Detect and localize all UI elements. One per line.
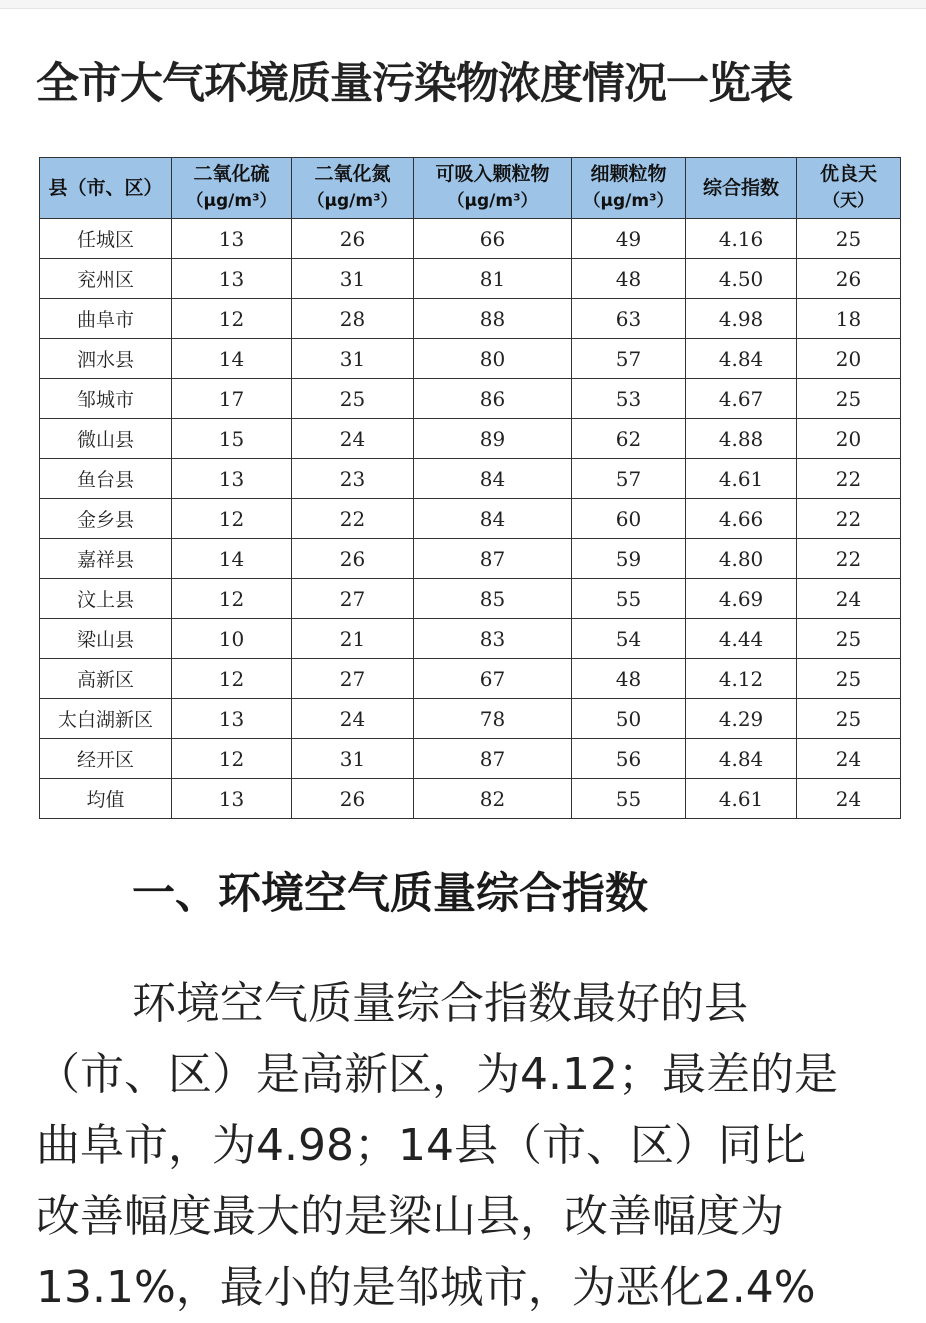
body-paragraph bbox=[36, 968, 916, 1323]
value-cell: 4.80 bbox=[686, 539, 797, 579]
table-row bbox=[40, 539, 901, 579]
value-cell: 4.69 bbox=[686, 579, 797, 619]
value-cell: 12 bbox=[172, 499, 292, 539]
value-cell: 24 bbox=[292, 419, 414, 459]
value-cell: 26 bbox=[292, 219, 414, 259]
value-cell: 13 bbox=[172, 699, 292, 739]
county-name-cell: 曲阜市 bbox=[40, 299, 172, 339]
table-row bbox=[40, 419, 901, 459]
value-cell: 4.61 bbox=[686, 459, 797, 499]
value-cell: 4.44 bbox=[686, 619, 797, 659]
county-name-cell: 梁山县 bbox=[40, 619, 172, 659]
value-cell: 4.29 bbox=[686, 699, 797, 739]
value-cell: 57 bbox=[572, 339, 686, 379]
table-header bbox=[40, 158, 901, 219]
table-row bbox=[40, 579, 901, 619]
table-body bbox=[40, 219, 901, 819]
table-row bbox=[40, 459, 901, 499]
value-cell: 49 bbox=[572, 219, 686, 259]
value-cell: 4.66 bbox=[686, 499, 797, 539]
county-name-cell: 金乡县 bbox=[40, 499, 172, 539]
table-row bbox=[40, 259, 901, 299]
column-header-unit: （天） bbox=[823, 191, 874, 211]
value-cell: 24 bbox=[797, 779, 901, 819]
value-cell: 66 bbox=[414, 219, 572, 259]
value-cell: 14 bbox=[172, 339, 292, 379]
value-cell: 63 bbox=[572, 299, 686, 339]
value-cell: 25 bbox=[797, 699, 901, 739]
paragraph-line: （市、区）是高新区，为4.12；最差的是 bbox=[36, 1049, 838, 1100]
table-row bbox=[40, 299, 901, 339]
column-header-unit: （μg/m³） bbox=[583, 191, 674, 211]
value-cell: 89 bbox=[414, 419, 572, 459]
value-cell: 22 bbox=[797, 499, 901, 539]
value-cell: 13 bbox=[172, 259, 292, 299]
table-row bbox=[40, 779, 901, 819]
value-cell: 48 bbox=[572, 259, 686, 299]
column-header-unit: （μg/m³） bbox=[186, 191, 277, 211]
county-name-cell: 兖州区 bbox=[40, 259, 172, 299]
column-header bbox=[572, 158, 686, 219]
county-name-cell: 高新区 bbox=[40, 659, 172, 699]
value-cell: 17 bbox=[172, 379, 292, 419]
section-heading: 一、环境空气质量综合指数 bbox=[132, 869, 648, 919]
value-cell: 12 bbox=[172, 739, 292, 779]
value-cell: 23 bbox=[292, 459, 414, 499]
column-header bbox=[292, 158, 414, 219]
value-cell: 31 bbox=[292, 259, 414, 299]
page-title: 全市大气环境质量污染物浓度情况一览表 bbox=[36, 59, 792, 109]
table-row bbox=[40, 219, 901, 259]
value-cell: 57 bbox=[572, 459, 686, 499]
table-row bbox=[40, 699, 901, 739]
column-header-label: 二氧化氮 bbox=[314, 163, 391, 185]
table-row bbox=[40, 739, 901, 779]
column-header bbox=[172, 158, 292, 219]
county-name-cell: 微山县 bbox=[40, 419, 172, 459]
value-cell: 25 bbox=[797, 219, 901, 259]
value-cell: 62 bbox=[572, 419, 686, 459]
column-header-label: 细颗粒物 bbox=[590, 163, 667, 185]
value-cell: 21 bbox=[292, 619, 414, 659]
paragraph-line: 改善幅度最大的是梁山县，改善幅度为 bbox=[36, 1191, 784, 1242]
value-cell: 87 bbox=[414, 539, 572, 579]
value-cell: 12 bbox=[172, 579, 292, 619]
value-cell: 14 bbox=[172, 539, 292, 579]
value-cell: 13 bbox=[172, 219, 292, 259]
value-cell: 4.67 bbox=[686, 379, 797, 419]
value-cell: 48 bbox=[572, 659, 686, 699]
column-header-label: 综合指数 bbox=[702, 176, 779, 199]
pollutant-table bbox=[39, 157, 901, 819]
table-row bbox=[40, 339, 901, 379]
value-cell: 83 bbox=[414, 619, 572, 659]
value-cell: 26 bbox=[797, 259, 901, 299]
value-cell: 27 bbox=[292, 659, 414, 699]
value-cell: 4.84 bbox=[686, 339, 797, 379]
column-header-unit: （μg/m³） bbox=[447, 191, 538, 211]
column-header bbox=[40, 158, 172, 219]
paragraph-line: 环境空气质量综合指数最好的县 bbox=[132, 978, 748, 1029]
value-cell: 53 bbox=[572, 379, 686, 419]
table-row bbox=[40, 659, 901, 699]
county-name-cell: 泗水县 bbox=[40, 339, 172, 379]
value-cell: 87 bbox=[414, 739, 572, 779]
value-cell: 84 bbox=[414, 459, 572, 499]
value-cell: 31 bbox=[292, 739, 414, 779]
county-name-cell: 均值 bbox=[40, 779, 172, 819]
value-cell: 22 bbox=[292, 499, 414, 539]
value-cell: 13 bbox=[172, 779, 292, 819]
value-cell: 54 bbox=[572, 619, 686, 659]
value-cell: 25 bbox=[797, 659, 901, 699]
value-cell: 25 bbox=[292, 379, 414, 419]
value-cell: 28 bbox=[292, 299, 414, 339]
value-cell: 81 bbox=[414, 259, 572, 299]
value-cell: 15 bbox=[172, 419, 292, 459]
value-cell: 4.12 bbox=[686, 659, 797, 699]
column-header bbox=[686, 158, 797, 219]
value-cell: 86 bbox=[414, 379, 572, 419]
value-cell: 4.88 bbox=[686, 419, 797, 459]
value-cell: 82 bbox=[414, 779, 572, 819]
value-cell: 26 bbox=[292, 539, 414, 579]
value-cell: 60 bbox=[572, 499, 686, 539]
value-cell: 88 bbox=[414, 299, 572, 339]
value-cell: 22 bbox=[797, 539, 901, 579]
county-name-cell: 邹城市 bbox=[40, 379, 172, 419]
value-cell: 27 bbox=[292, 579, 414, 619]
county-name-cell: 任城区 bbox=[40, 219, 172, 259]
value-cell: 25 bbox=[797, 379, 901, 419]
column-header bbox=[797, 158, 901, 219]
column-header bbox=[414, 158, 572, 219]
value-cell: 80 bbox=[414, 339, 572, 379]
paragraph-line: 13.1%，最小的是邹城市，为恶化2.4% bbox=[36, 1262, 816, 1313]
column-header-unit: （μg/m³） bbox=[307, 191, 398, 211]
county-name-cell: 汶上县 bbox=[40, 579, 172, 619]
column-header-label: 县（市、区） bbox=[48, 176, 163, 199]
value-cell: 4.98 bbox=[686, 299, 797, 339]
value-cell: 20 bbox=[797, 419, 901, 459]
county-name-cell: 经开区 bbox=[40, 739, 172, 779]
table-header-row bbox=[40, 158, 901, 219]
value-cell: 18 bbox=[797, 299, 901, 339]
table-row bbox=[40, 619, 901, 659]
value-cell: 20 bbox=[797, 339, 901, 379]
value-cell: 24 bbox=[797, 579, 901, 619]
value-cell: 12 bbox=[172, 299, 292, 339]
value-cell: 84 bbox=[414, 499, 572, 539]
county-name-cell: 鱼台县 bbox=[40, 459, 172, 499]
value-cell: 50 bbox=[572, 699, 686, 739]
value-cell: 67 bbox=[414, 659, 572, 699]
column-header-label: 可吸入颗粒物 bbox=[435, 163, 550, 185]
column-header-label: 优良天 bbox=[819, 163, 877, 185]
value-cell: 55 bbox=[572, 579, 686, 619]
value-cell: 22 bbox=[797, 459, 901, 499]
value-cell: 13 bbox=[172, 459, 292, 499]
county-name-cell: 嘉祥县 bbox=[40, 539, 172, 579]
county-name-cell: 太白湖新区 bbox=[40, 699, 172, 739]
value-cell: 56 bbox=[572, 739, 686, 779]
value-cell: 10 bbox=[172, 619, 292, 659]
column-header-label: 二氧化硫 bbox=[193, 163, 270, 185]
value-cell: 26 bbox=[292, 779, 414, 819]
value-cell: 12 bbox=[172, 659, 292, 699]
paragraph-line: 曲阜市，为4.98；14县（市、区）同比 bbox=[36, 1120, 806, 1171]
value-cell: 59 bbox=[572, 539, 686, 579]
value-cell: 24 bbox=[797, 739, 901, 779]
top-divider bbox=[0, 0, 926, 9]
value-cell: 55 bbox=[572, 779, 686, 819]
value-cell: 31 bbox=[292, 339, 414, 379]
value-cell: 24 bbox=[292, 699, 414, 739]
value-cell: 4.84 bbox=[686, 739, 797, 779]
value-cell: 4.16 bbox=[686, 219, 797, 259]
table-row bbox=[40, 499, 901, 539]
value-cell: 85 bbox=[414, 579, 572, 619]
table-row bbox=[40, 379, 901, 419]
value-cell: 25 bbox=[797, 619, 901, 659]
value-cell: 4.61 bbox=[686, 779, 797, 819]
value-cell: 78 bbox=[414, 699, 572, 739]
value-cell: 4.50 bbox=[686, 259, 797, 299]
